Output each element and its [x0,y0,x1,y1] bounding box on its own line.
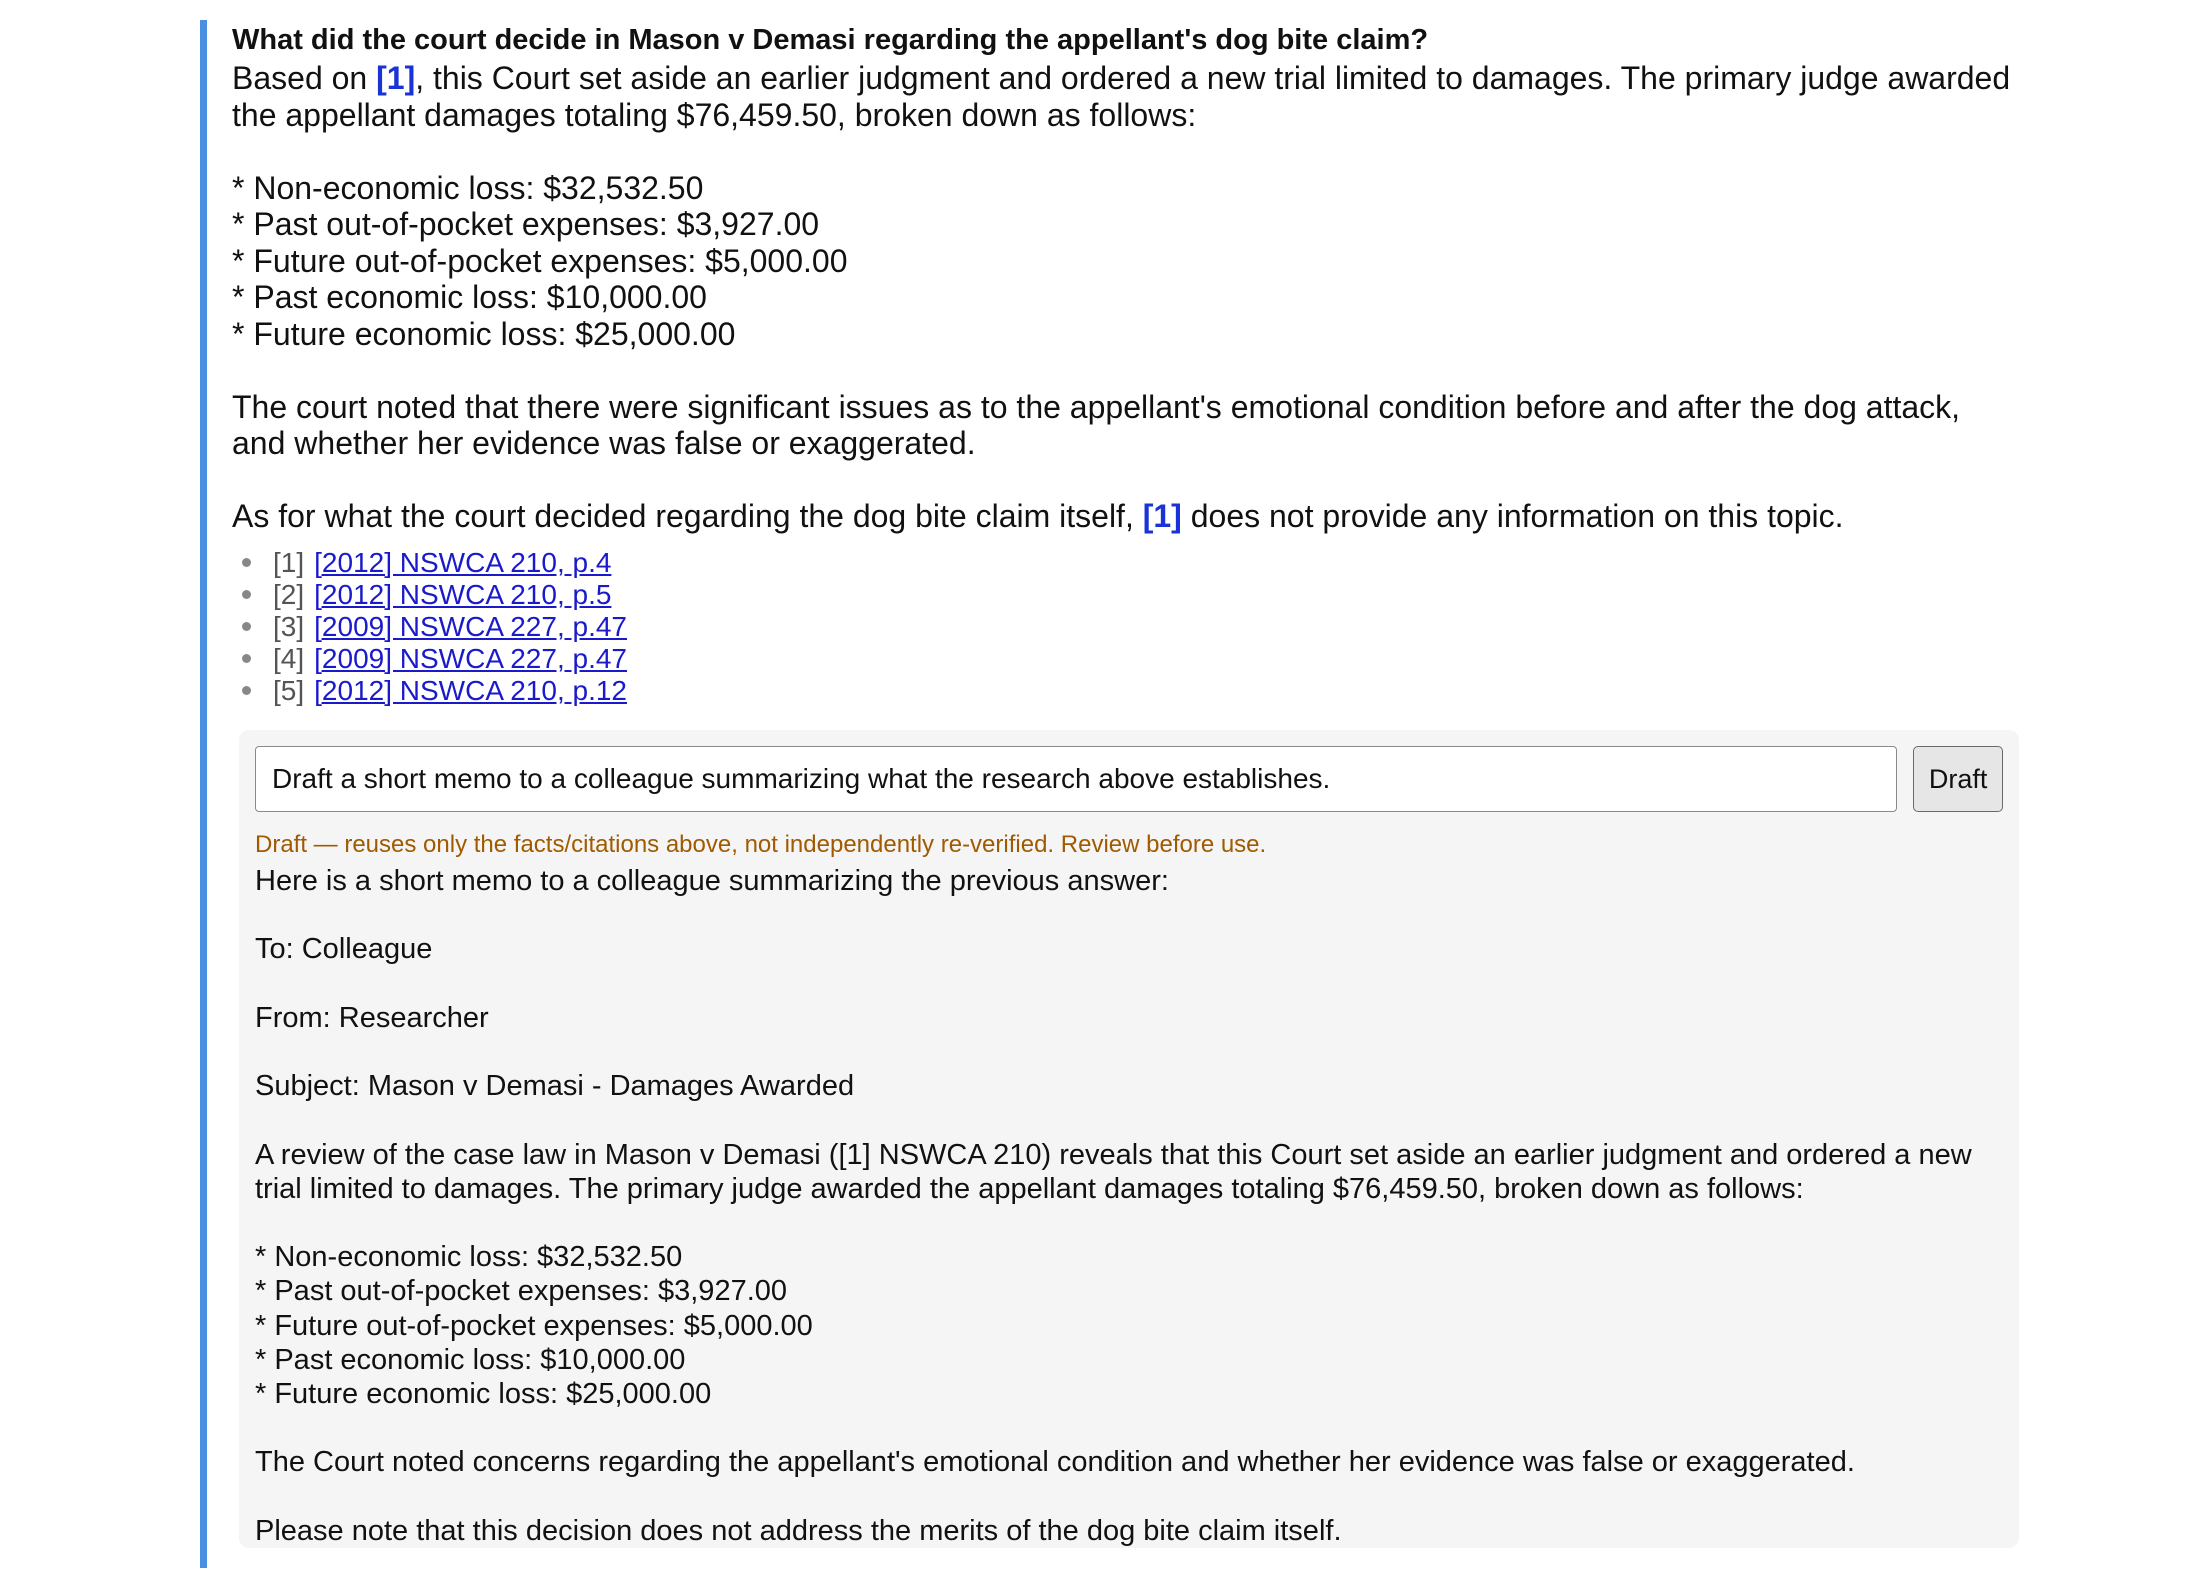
bullet-icon [242,622,251,631]
source-item: [4] [2009] NSWCA 227, p.47 [242,643,2020,675]
memo-closing: Please note that this decision does not address the merits of the dog bite claim itself. [255,1514,1342,1547]
memo-to: To: Colleague [255,933,433,966]
draft-row [255,746,2003,812]
damage-item: * Past out-of-pocket expenses: $3,927.00 [232,206,820,242]
bullet-icon [242,590,251,599]
source-link[interactable]: [2012] NSWCA 210, p.5 [314,578,612,610]
memo-intro: Here is a short memo to a colleague summarizing the previous answer: [255,865,1169,897]
source-link[interactable]: [2009] NSWCA 227, p.47 [314,642,627,674]
damage-item: * Future economic loss: $25,000.00 [232,315,736,352]
memo-subject: Subject: Mason v Demasi - Damages Awarded [255,1070,855,1103]
source-item: [1] [2012] NSWCA 210, p.4 [242,547,2020,579]
bullet-icon [242,654,251,663]
draft-warning: Draft — reuses only the facts/citations above, not independently re-verified. Review before use. [255,831,1267,858]
draft-prompt-input[interactable] [255,746,1897,812]
source-item: [3] [2009] NSWCA 227, p.47 [242,611,2020,643]
draft-panel [239,730,2019,1548]
source-link[interactable]: [2012] NSWCA 210, p.4 [314,546,612,578]
memo-body: A review of the case law in Mason v Demasi ([1] NSWCA 210) reveals that this Court set aside an earlier judgment and ordered a new trial limited to damages. The primary judge awarded the appellant damages totaling $76,459.50, broken down as follows: [255,1138,1972,1205]
draft-button[interactable]: Draft [1913,746,2003,812]
source-item: [5] [2012] NSWCA 210, p.12 [242,675,2020,707]
answer-note: The court noted that there were significant issues as to the appellant's emotional condition before and after the dog attack, and whether her evidence was false or exaggerated. [232,388,1961,461]
draft-memo [255,864,2003,1548]
memo-note: The Court noted concerns regarding the appellant's emotional condition and whether her evidence was false or exaggerated. [255,1446,1855,1479]
citation-link[interactable]: [1] [376,60,416,96]
bullet-icon [242,558,251,567]
memo-damage-item: * Non-economic loss: $32,532.50 [255,1241,683,1274]
memo-damage-item: * Future out-of-pocket expenses: $5,000.00 [255,1309,813,1342]
memo-damage-item: * Past out-of-pocket expenses: $3,927.00 [255,1275,788,1308]
question-heading: What did the court decide in Mason v Demasi regarding the appellant's dog bite claim? [232,24,1429,56]
answer-text [232,60,2012,535]
source-link[interactable]: [2012] NSWCA 210, p.12 [314,674,627,706]
bullet-icon [242,686,251,695]
memo-damage-item: * Past economic loss: $10,000.00 [255,1343,686,1376]
sources-list [232,547,2020,707]
damage-item: * Past economic loss: $10,000.00 [232,279,707,315]
citation-link[interactable]: [1] [1142,498,1182,534]
damage-item: * Future out-of-pocket expenses: $5,000.00 [232,242,848,279]
answer-closing: As for what the court decided regarding the dog bite claim itself, [1] does not provide any information on this topic. [232,498,1844,534]
memo-from: From: Researcher [255,1001,489,1034]
memo-damage-item: * Future economic loss: $25,000.00 [255,1377,712,1410]
answer-block [200,20,2020,1568]
damage-item: * Non-economic loss: $32,532.50 [232,169,704,206]
answer-intro: Based on [1], this Court set aside an earlier judgment and ordered a new trial limited to damages. The primary judge awarded the appellant damages totaling $76,459.50, broken down as follows: [232,60,2011,133]
source-link[interactable]: [2009] NSWCA 227, p.47 [314,610,627,642]
source-item: [2] [2012] NSWCA 210, p.5 [242,579,2020,611]
